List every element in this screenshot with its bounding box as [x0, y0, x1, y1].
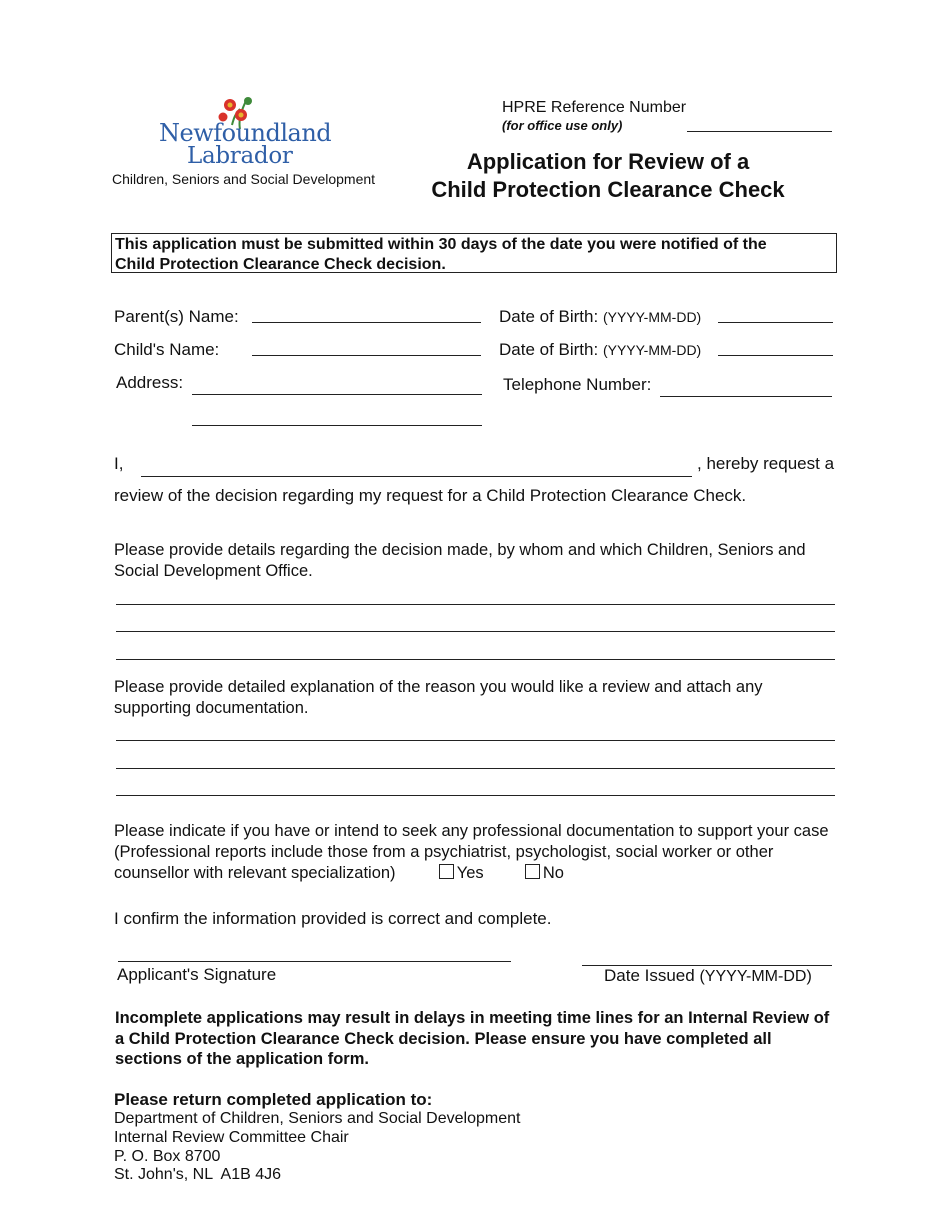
child-dob-format: (YYYY-MM-DD): [602, 342, 702, 358]
logo-word-labrador: Labrador: [187, 143, 293, 169]
date-issued-label-text: Date Issued: [604, 966, 695, 985]
telephone-label: Telephone Number:: [503, 375, 652, 394]
request-suffix: , hereby request a: [697, 454, 835, 473]
question-review-reason: Please provide detailed explanation of the reason you would like a review and attach any supporting documentation.: [114, 678, 763, 717]
department-name: Children, Seniors and Social Development: [112, 171, 376, 187]
reference-number-label: HPRE Reference Number: [502, 99, 687, 116]
logo: [155, 95, 332, 173]
question-decision-details: Please provide details regarding the decision made, by whom and which Children, Seniors and Social Development Office.: [114, 541, 806, 580]
address-label: Address:: [116, 373, 184, 392]
child-name-field[interactable]: [252, 355, 481, 356]
request-continuation: review of the decision regarding my request for a Child Protection Clearance Check.: [114, 486, 747, 505]
parent-name-label: Parent(s) Name:: [114, 307, 239, 326]
yes-option[interactable]: [439, 864, 489, 882]
parent-dob-label-text: Date of Birth:: [499, 307, 599, 326]
review-reason-line3[interactable]: [116, 795, 835, 796]
return-address-line3: P. O. Box 8700: [114, 1148, 221, 1165]
parent-name-field[interactable]: [252, 322, 481, 323]
applicant-signature-field[interactable]: [118, 961, 511, 962]
no-label: No: [542, 864, 564, 882]
no-option[interactable]: [525, 864, 564, 882]
child-dob-label: [499, 340, 701, 360]
yes-label: Yes: [456, 864, 484, 882]
return-address-line2: Internal Review Committee Chair: [114, 1129, 349, 1146]
reference-number-note: (for office use only): [502, 118, 623, 133]
question-professional-documentation: [114, 821, 834, 884]
child-name-label: Child's Name:: [114, 340, 220, 359]
logo-word-newfoundland: Newfoundland: [159, 119, 332, 147]
address-field-line2[interactable]: [192, 425, 482, 426]
form-title-line2: Child Protection Clearance Check: [431, 177, 785, 202]
reference-number-field[interactable]: [687, 131, 832, 132]
yes-checkbox[interactable]: [439, 864, 454, 879]
requester-name-field[interactable]: [141, 476, 692, 477]
form-title-line1: Application for Review of a: [466, 149, 750, 174]
request-prefix: I,: [114, 454, 124, 473]
decision-details-line2[interactable]: [116, 631, 835, 632]
address-field-line1[interactable]: [192, 394, 482, 395]
return-heading: Please return completed application to:: [114, 1090, 433, 1109]
notice-line2: Child Protection Clearance Check decision.: [115, 256, 446, 273]
notice-line1: This application must be submitted within 30 days of the date you were notified of the: [115, 236, 767, 253]
review-reason-line2[interactable]: [116, 768, 835, 769]
no-checkbox[interactable]: [525, 864, 540, 879]
incomplete-application-warning: Incomplete applications may result in delays in meeting time lines for an Internal Review of a Child Protection Clearance Check decision. Please ensure you have completed all sections of the application form.: [115, 1009, 830, 1068]
parent-dob-format: (YYYY-MM-DD): [602, 309, 702, 325]
telephone-field[interactable]: [660, 396, 832, 397]
date-issued-label: [604, 966, 812, 986]
professional-documentation-text: Please indicate if you have or intend to seek any professional documentation to support your case (Professional reports include those from a psychiatrist, psychologist, social worker or other counsellor with relevant specialization): [114, 822, 829, 882]
return-address-line4: St. John's, NL A1B 4J6: [114, 1166, 281, 1183]
applicant-signature-label: Applicant's Signature: [117, 965, 277, 984]
parent-dob-field[interactable]: [718, 322, 833, 323]
decision-details-line1[interactable]: [116, 604, 835, 605]
child-dob-label-text: Date of Birth:: [499, 340, 599, 359]
submission-deadline-notice: [111, 233, 837, 273]
decision-details-line3[interactable]: [116, 659, 835, 660]
date-issued-format: (YYYY-MM-DD): [699, 968, 812, 985]
child-dob-field[interactable]: [718, 355, 833, 356]
return-address-line1: Department of Children, Seniors and Social Development: [114, 1110, 521, 1127]
confirmation-statement: I confirm the information provided is correct and complete.: [114, 909, 552, 928]
review-reason-line1[interactable]: [116, 740, 835, 741]
parent-dob-label: [499, 307, 701, 327]
